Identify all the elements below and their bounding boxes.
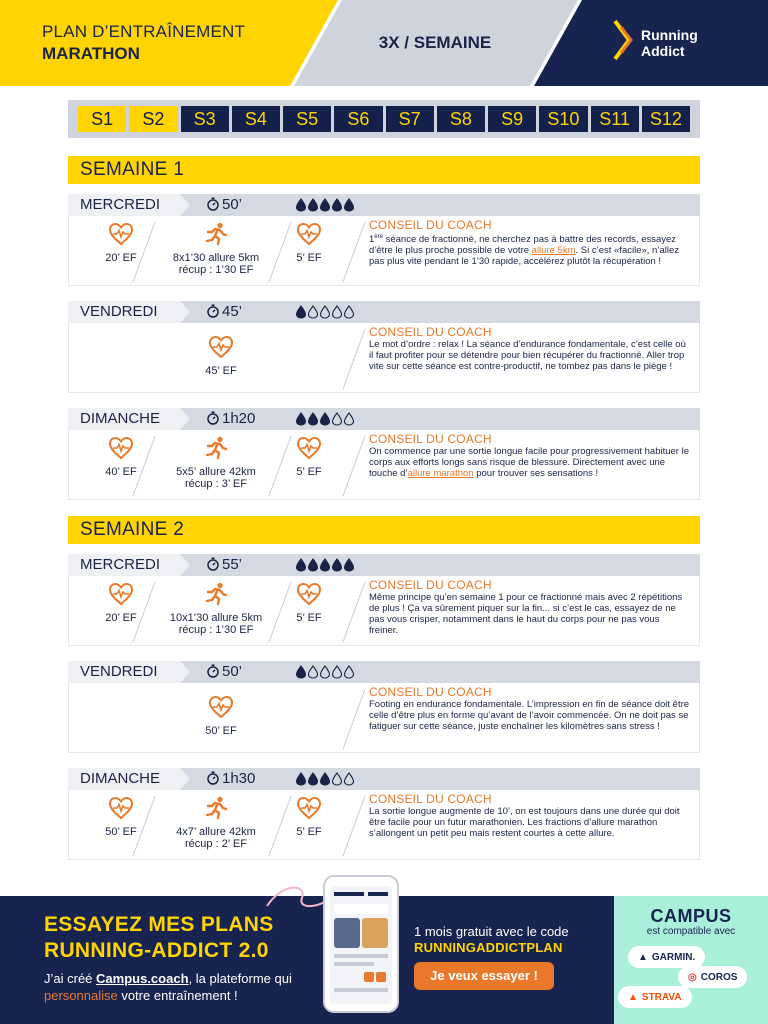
session-body: [68, 216, 700, 286]
session-card: [68, 408, 700, 500]
intensity-drops: [296, 665, 360, 679]
interval-block: [161, 436, 271, 490]
divider: [129, 580, 159, 644]
frequency-label: 3X / SEMAINE: [378, 33, 492, 52]
stopwatch-icon: [206, 557, 220, 571]
heart-rate-icon: [296, 582, 322, 606]
session-day: MERCREDI: [80, 196, 161, 213]
tab-week-7[interactable]: S7: [386, 106, 434, 132]
interval-main: 8x1’30 allure 5km: [172, 252, 260, 264]
coach-tip-text: Le mot d’ordre : relax ! La séance d’endurance fondamentale, c’est celle où il faut profiter pour se détendre pour bien récupérer du fractionné. Aller trop vite sur cette séance est contre-productif, ne tombez pas dans le piège !: [369, 339, 686, 372]
divider: [339, 220, 369, 284]
cooldown-label: 5’ EF: [296, 826, 322, 838]
tab-week-3[interactable]: S3: [181, 106, 229, 132]
tab-week-12[interactable]: S12: [642, 106, 690, 132]
promo-text: 1 mois gratuit avec le code: [414, 924, 569, 939]
divider: [129, 220, 159, 284]
brand-name: Running Addict: [641, 27, 698, 59]
stopwatch-icon: [206, 771, 220, 785]
page-header: [0, 0, 768, 86]
interval-block: [161, 222, 271, 276]
endurance-label: 45’ EF: [205, 365, 237, 377]
drop-filled-icon: [321, 199, 330, 211]
coach-tip-text: 1ère séance de fractionné, ne cherchez pas à battre des records, essayez d’être le plus proche possible de votre allure 5km. Si c’est «facile», n’allez pas plus vite pendant le 1’30 rapide, accélérez plutôt la récupération !: [369, 234, 679, 268]
coach-tip-title: CONSEIL DU COACH: [369, 685, 492, 699]
tab-week-2[interactable]: S2: [129, 106, 177, 132]
garmin-badge: ▲ GARMIN.: [628, 946, 705, 968]
stopwatch-icon: [206, 664, 220, 678]
coach-tip: [369, 432, 691, 479]
drop-empty-icon: [309, 666, 318, 678]
session-body: [68, 430, 700, 500]
cooldown-label: 5’ EF: [296, 612, 322, 624]
divider: [339, 794, 369, 858]
drop-empty-icon: [333, 306, 342, 318]
coach-tip-text: Footing en endurance fondamentale. L’impression en fin de séance doit être celle d’être plus en forme qu’avant de l’avoir commencée. On ne doit pas se fatiguer sur cette séance, juste enchaîner les kilomètres sans stress !: [369, 699, 690, 732]
session-duration: 50’: [206, 663, 242, 680]
coach-tip-title: CONSEIL DU COACH: [369, 792, 492, 806]
campus-link[interactable]: Campus.coach: [96, 971, 189, 986]
session-day: DIMANCHE: [80, 770, 161, 787]
drop-empty-icon: [345, 666, 354, 678]
session-body: [68, 683, 700, 753]
warmup-label: 40’ EF: [105, 466, 137, 478]
coach-tip-title: CONSEIL DU COACH: [369, 325, 492, 339]
stopwatch-icon: [206, 197, 220, 211]
drop-empty-icon: [321, 666, 330, 678]
try-now-button[interactable]: Je veux essayer !: [414, 962, 554, 990]
drop-filled-icon: [309, 413, 318, 425]
drop-empty-icon: [333, 773, 342, 785]
interval-main: 4x7’ allure 42km: [176, 826, 256, 838]
session-card: [68, 768, 700, 860]
coach-tip-title: CONSEIL DU COACH: [369, 578, 492, 592]
intensity-drops: [296, 772, 360, 786]
session-day: VENDREDI: [80, 303, 158, 320]
session-body: [68, 790, 700, 860]
session-body: [68, 576, 700, 646]
intensity-drops: [296, 558, 360, 572]
tab-week-6[interactable]: S6: [334, 106, 382, 132]
coach-tip-text: On commence par une sortie longue facile pour progressivement habituer le corps aux efforts longs sans risque de blessure. Directement avec une touche d’allure marathon pour trouver ses sensations !: [369, 446, 690, 479]
week-title: SEMAINE 2: [68, 516, 700, 544]
session-header: [68, 661, 700, 683]
pace-link[interactable]: allure marathon: [407, 468, 474, 479]
session-duration: 55’: [206, 556, 242, 573]
cooldown-label: 5’ EF: [296, 252, 322, 264]
warmup-label: 50’ EF: [105, 826, 137, 838]
drop-empty-icon: [333, 413, 342, 425]
heart-rate-icon: [296, 222, 322, 246]
endurance-block: [181, 695, 261, 737]
heart-rate-icon: [296, 796, 322, 820]
warmup-label: 20’ EF: [105, 612, 137, 624]
tab-week-8[interactable]: S8: [437, 106, 485, 132]
drop-empty-icon: [345, 773, 354, 785]
tab-week-5[interactable]: S5: [283, 106, 331, 132]
footer-title-line1: ESSAYEZ MES PLANS: [44, 913, 274, 936]
heart-rate-icon: [208, 695, 234, 719]
stopwatch-icon: [206, 304, 220, 318]
coach-tip: [369, 325, 691, 372]
heart-rate-icon: [208, 335, 234, 359]
coach-tip-title: CONSEIL DU COACH: [369, 218, 492, 232]
strava-badge: ▲ STRAVA: [618, 986, 692, 1008]
interval-recovery: récup : 1’30 EF: [178, 264, 254, 276]
compatibility-panel: [614, 896, 768, 1024]
drop-filled-icon: [333, 559, 342, 571]
drop-filled-icon: [297, 199, 306, 211]
coach-tip: [369, 218, 691, 267]
warmup-label: 20’ EF: [105, 252, 137, 264]
divider: [339, 327, 369, 391]
tab-week-11[interactable]: S11: [591, 106, 639, 132]
drop-filled-icon: [309, 773, 318, 785]
session-card: [68, 554, 700, 646]
drop-empty-icon: [345, 413, 354, 425]
divider: [339, 687, 369, 751]
week-tabs: [68, 100, 700, 138]
interval-recovery: récup : 1’30 EF: [178, 624, 254, 636]
interval-block: [161, 582, 271, 636]
session-header: [68, 301, 700, 323]
interval-recovery: récup : 2’ EF: [185, 838, 247, 850]
divider: [129, 434, 159, 498]
interval-recovery: récup : 3’ EF: [185, 478, 247, 490]
divider: [339, 434, 369, 498]
session-header: [68, 408, 700, 430]
tab-week-9[interactable]: S9: [488, 106, 536, 132]
cooldown-block: [269, 222, 349, 264]
compatibility-label: est compatible avec: [646, 926, 736, 937]
interval-block: [161, 796, 271, 850]
coach-tip-title: CONSEIL DU COACH: [369, 432, 492, 446]
heart-rate-icon: [296, 436, 322, 460]
coros-badge: ◎ COROS: [678, 966, 747, 988]
coach-tip-text: Même principe qu’en semaine 1 pour ce fractionné mais avec 2 répétitions de plus ! Ça va sûrement piquer sur la fin... si c’est le cas, essayez de ne pas vous crisper, notamment dans le haut du corps pour ne pas vous freiner.: [369, 592, 683, 636]
session-day: VENDREDI: [80, 663, 158, 680]
endurance-block: [181, 335, 261, 377]
session-day: MERCREDI: [80, 556, 161, 573]
runner-icon: [203, 436, 229, 460]
drop-filled-icon: [345, 559, 354, 571]
promo-footer: [0, 896, 768, 1024]
session-header: [68, 554, 700, 576]
drop-empty-icon: [309, 306, 318, 318]
triangle-icon: ▲: [638, 951, 648, 963]
drop-filled-icon: [309, 559, 318, 571]
week-title: SEMAINE 1: [68, 156, 700, 184]
interval-main: 10x1’30 allure 5km: [169, 612, 263, 624]
drop-filled-icon: [321, 559, 330, 571]
drop-filled-icon: [297, 773, 306, 785]
session-card: [68, 661, 700, 753]
tab-week-10[interactable]: S10: [539, 106, 587, 132]
session-day: DIMANCHE: [80, 410, 161, 427]
promo-code: RUNNINGADDICTPLAN: [414, 940, 563, 955]
session-header: [68, 768, 700, 790]
divider: [129, 794, 159, 858]
cooldown-block: [269, 436, 349, 478]
brand-logo: [611, 16, 761, 72]
runner-icon: [203, 222, 229, 246]
coach-tip-text: La sortie longue augmente de 10’, on est toujours dans une durée qui doit être facile pour un futur marathonien. Les fractions d’allure marathon s’allongent un petit peu mais restent courtes à cette allure.: [369, 806, 680, 839]
drop-filled-icon: [297, 306, 306, 318]
drop-filled-icon: [297, 559, 306, 571]
tab-week-1[interactable]: S1: [78, 106, 126, 132]
session-card: [68, 194, 700, 286]
footer-description: J’ai créé Campus.coach, la plateforme qui personnalise votre entraînement !: [44, 971, 292, 1003]
intensity-drops: [296, 412, 360, 426]
campus-logo: CAMPUS: [650, 906, 732, 926]
cooldown-block: [269, 796, 349, 838]
phone-mockup: [322, 874, 400, 1014]
strava-icon: ▲: [628, 991, 638, 1003]
drop-filled-icon: [321, 773, 330, 785]
drop-empty-icon: [333, 666, 342, 678]
stopwatch-icon: [206, 411, 220, 425]
session-duration: 1h30: [206, 770, 255, 787]
cooldown-block: [269, 582, 349, 624]
session-card: [68, 301, 700, 393]
drop-filled-icon: [297, 413, 306, 425]
divider: [339, 580, 369, 644]
runner-icon: [203, 796, 229, 820]
tab-week-4[interactable]: S4: [232, 106, 280, 132]
session-duration: 45’: [206, 303, 242, 320]
coach-tip: [369, 792, 691, 839]
session-header: [68, 194, 700, 216]
plan-title-line2: MARATHON: [42, 44, 140, 63]
coach-tip: [369, 685, 691, 732]
footer-title-line2: RUNNING-ADDICT 2.0: [44, 939, 269, 962]
cooldown-label: 5’ EF: [296, 466, 322, 478]
intensity-drops: [296, 305, 360, 319]
drop-empty-icon: [321, 306, 330, 318]
runner-icon: [203, 582, 229, 606]
drop-filled-icon: [321, 413, 330, 425]
intensity-drops: [296, 198, 360, 212]
session-body: [68, 323, 700, 393]
drop-filled-icon: [309, 199, 318, 211]
pace-link[interactable]: allure 5km: [531, 245, 576, 257]
session-duration: 50’: [206, 196, 242, 213]
coros-icon: ◎: [688, 971, 697, 983]
interval-main: 5x5’ allure 42km: [176, 466, 256, 478]
drop-filled-icon: [297, 666, 306, 678]
coach-tip: [369, 578, 691, 636]
plan-title-line1: PLAN D’ENTRAÎNEMENT: [42, 22, 246, 41]
drop-filled-icon: [345, 199, 354, 211]
chevron-logo-icon: [611, 18, 639, 62]
drop-empty-icon: [345, 306, 354, 318]
endurance-label: 50’ EF: [205, 725, 237, 737]
session-duration: 1h20: [206, 410, 255, 427]
drop-filled-icon: [333, 199, 342, 211]
